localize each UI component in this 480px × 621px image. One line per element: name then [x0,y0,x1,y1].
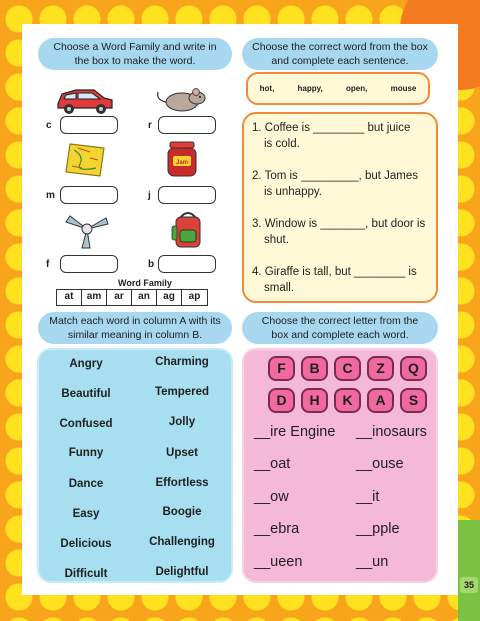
column-a-word: Angry [69,358,103,370]
letter-tile: K [334,388,361,413]
sentence-line: shut. [264,234,289,246]
answer-box-bag[interactable] [158,255,216,273]
column-a-word: Funny [68,447,104,459]
letter-tile: A [367,388,394,413]
word-family-cell: an [132,290,157,305]
sentence-line: 2. Tom is _________, but James [252,170,419,182]
word-bank [246,72,430,105]
column-b-word: Effortless [155,477,209,489]
letter-c: c [46,120,52,131]
word-family-cell: ap [188,291,201,302]
letter-tile: S [400,388,427,413]
column-b-word: Delightful [155,566,209,578]
car-icon [54,78,116,120]
matching-panel [37,348,233,583]
word-family-cell: ar [107,290,132,305]
column-a-word: Dance [68,478,104,490]
column-b-word: Challenging [149,536,215,548]
section2-instruction: Choose the correct word from the box and complete each sentence. [242,38,438,70]
answer-box-fan[interactable] [60,255,118,273]
sentence-panel [242,112,438,303]
word-bank-item: open, [345,84,368,93]
blank-word: __inosaurs [356,424,427,440]
answer-box-jam[interactable] [158,186,216,204]
blank-word: __ow [254,489,289,505]
answer-box-car[interactable] [60,116,118,134]
answer-box-rat[interactable] [158,116,216,134]
sentence-line: small. [264,282,295,294]
sentence-line: 4. Giraffe is tall, but ________ is [252,266,417,278]
word-bank-item: hot, [259,84,275,93]
letter-tile: Q [400,356,427,381]
section1-instruction: Choose a Word Family and write in the box to make the word. [38,38,232,70]
letter-tile: D [268,388,295,413]
blank-word: __un [356,554,389,570]
column-b-word: Jolly [168,416,196,428]
rat-icon [152,78,214,120]
column-a-word: Difficult [64,568,108,580]
word-bank-item: mouse [390,84,417,93]
column-a-word: Easy [72,508,100,520]
fan-icon [62,208,112,250]
page-tab [458,520,480,621]
letter-m: m [46,190,55,201]
word-family-cell: ag [157,290,182,305]
jam-label: Jam [175,160,189,166]
bag-icon [168,208,208,250]
letter-j: j [148,190,151,201]
jam-jar-icon [162,138,202,180]
section3-instruction: Match each word in column A with its similar meaning in column B. [38,312,232,344]
sentence-line: 1. Coffee is ________ but juice [252,122,411,134]
column-b-word: Charming [155,356,209,368]
word-family-table [56,289,208,306]
column-b-word: Tempered [154,386,210,398]
word-family-cell: am [82,290,107,305]
letter-tile: C [334,356,361,381]
word-family-cell: at [57,290,82,305]
column-a-word: Delicious [60,538,112,550]
word-family-title: Word Family [118,278,172,288]
sentence-line: 3. Window is _______, but door is [252,218,426,230]
answer-box-map[interactable] [60,186,118,204]
column-b-word: Upset [166,447,198,459]
letter-tile: B [301,356,328,381]
sentence-4 [252,264,436,296]
letter-tile: Z [367,356,394,381]
word-bank-item: happy, [297,84,323,93]
letters-panel [242,348,438,583]
letter-f: f [46,259,50,270]
blank-word: __ire Engine [254,424,336,440]
blank-word: __ouse [356,456,404,472]
blank-word: __ebra [254,521,300,537]
section4-instruction: Choose the correct letter from the box and complete each word. [242,312,438,344]
map-icon [60,138,110,180]
column-b-word: Boogie [162,506,202,518]
letter-r: r [148,120,152,131]
blank-word: __pple [356,521,400,537]
letter-b: b [148,259,155,270]
letter-tile: H [301,388,328,413]
letter-tile: F [268,356,295,381]
page-number: 35 [460,577,478,593]
column-a-word: Beautiful [61,388,111,400]
blank-word: __oat [254,456,291,472]
column-a-word: Confused [59,418,113,430]
blank-word: __ueen [254,554,303,570]
sentence-2 [252,168,436,200]
sentence-line: is unhappy. [264,186,322,198]
blank-word: __it [356,489,380,505]
sentence-1 [252,120,436,152]
sentence-line: is cold. [264,138,300,150]
sentence-3 [252,216,436,248]
